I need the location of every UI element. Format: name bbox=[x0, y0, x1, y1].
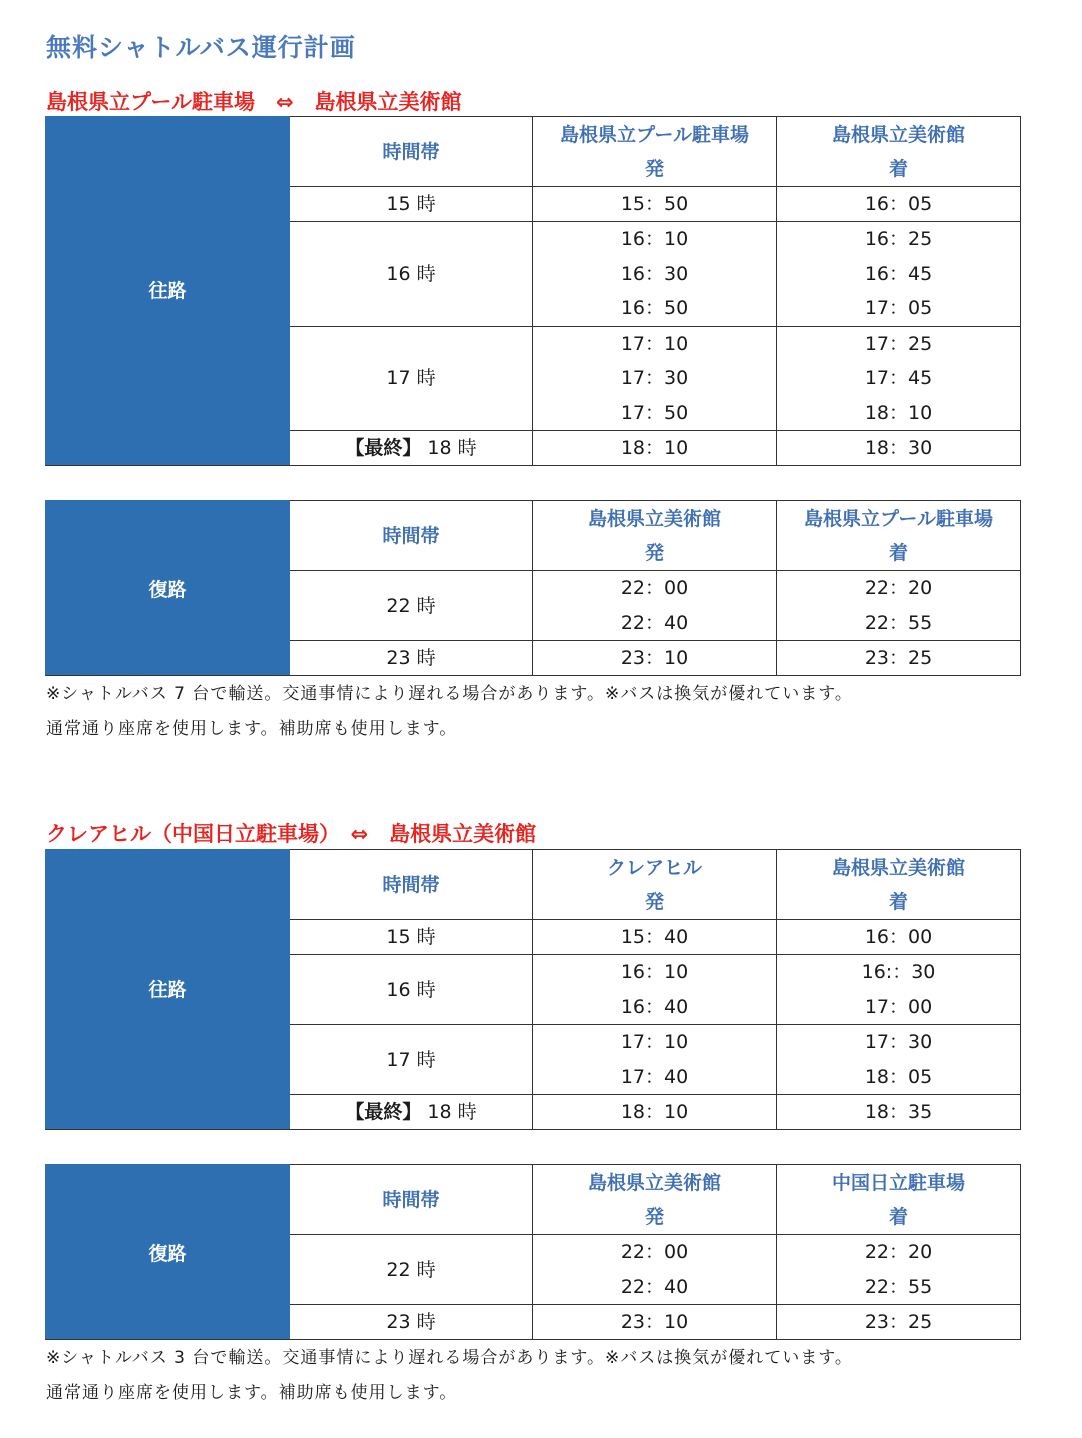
depart-times bbox=[533, 955, 777, 1025]
outbound-label: 往路 bbox=[46, 117, 290, 466]
arrive-time: 16：25 bbox=[864, 228, 933, 250]
depart-time: 17：40 bbox=[620, 1065, 689, 1088]
arrive-time: 18：10 bbox=[864, 401, 933, 424]
depart-time: 17：30 bbox=[620, 367, 689, 389]
arrive-times bbox=[777, 571, 1021, 641]
time-band: 23 時 bbox=[290, 1305, 533, 1340]
return-label: 復路 bbox=[46, 501, 290, 676]
arrive-time: 16：05 bbox=[777, 187, 1021, 222]
time-band bbox=[290, 1095, 533, 1130]
arrive-times bbox=[777, 326, 1021, 431]
depart-time: 22：40 bbox=[620, 611, 689, 634]
arrive-label: 着 bbox=[888, 890, 908, 913]
arrive-time: 18：30 bbox=[777, 431, 1021, 466]
time-band-header: 時間帯 bbox=[290, 850, 533, 920]
arrive-time: 17：30 bbox=[864, 1031, 933, 1053]
arrive-times bbox=[777, 955, 1021, 1025]
route2-outbound-table bbox=[45, 849, 1021, 1130]
arrive-times bbox=[777, 1025, 1021, 1095]
arrive-time: 16:：30 bbox=[861, 961, 936, 983]
depart-station: 島根県立プール駐車場 bbox=[559, 123, 750, 146]
depart-time: 17：10 bbox=[620, 332, 689, 355]
depart-time: 18：10 bbox=[533, 1095, 777, 1130]
route2-note-line1: ※シャトルバス 3 台で輸送。交通事情により遅れる場合があります。※バスは換気が優れています。 bbox=[46, 1348, 853, 1368]
depart-time: 18：10 bbox=[533, 431, 777, 466]
depart-header bbox=[533, 501, 777, 571]
depart-header bbox=[533, 1165, 777, 1235]
arrive-header bbox=[777, 1165, 1021, 1235]
arrive-times bbox=[777, 1235, 1021, 1305]
route1-outbound-table bbox=[45, 116, 1021, 466]
route2-note-line2: 通常通り座席を使用します。補助席も使用します。 bbox=[46, 1383, 458, 1403]
arrive-label: 着 bbox=[888, 1205, 908, 1228]
arrive-time: 17：05 bbox=[864, 297, 933, 319]
arrive-header bbox=[777, 501, 1021, 571]
depart-time: 17：50 bbox=[620, 401, 689, 424]
depart-label: 発 bbox=[644, 157, 664, 180]
depart-times bbox=[533, 1025, 777, 1095]
arrive-station: 島根県立美術館 bbox=[831, 856, 965, 879]
arrive-station: 中国日立駐車場 bbox=[831, 1171, 965, 1194]
depart-label: 発 bbox=[644, 1205, 664, 1228]
last-tag: 【最終】 bbox=[345, 437, 422, 459]
depart-header bbox=[533, 850, 777, 920]
depart-time: 16：40 bbox=[620, 995, 689, 1018]
arrive-time: 17：45 bbox=[864, 367, 933, 389]
depart-time: 16：10 bbox=[620, 228, 689, 250]
route1-return-table bbox=[45, 500, 1021, 676]
time-band: 17 時 bbox=[290, 326, 533, 431]
route1-note-line1: ※シャトルバス 7 台で輸送。交通事情により遅れる場合があります。※バスは換気が優れています。 bbox=[46, 684, 853, 704]
arrive-time: 22：20 bbox=[864, 1241, 933, 1263]
time-band: 15 時 bbox=[290, 187, 533, 222]
arrive-time: 23：25 bbox=[777, 641, 1021, 676]
time-band-value: 18 時 bbox=[427, 1101, 477, 1123]
time-band-value: 18 時 bbox=[427, 437, 477, 459]
depart-times bbox=[533, 326, 777, 431]
time-band: 15 時 bbox=[290, 920, 533, 955]
route1-note-line2: 通常通り座席を使用します。補助席も使用します。 bbox=[46, 719, 458, 739]
depart-header bbox=[533, 117, 777, 187]
depart-time: 22：00 bbox=[620, 577, 689, 599]
arrive-station: 島根県立プール駐車場 bbox=[803, 507, 994, 530]
arrive-label: 着 bbox=[888, 541, 908, 564]
depart-time: 22：00 bbox=[620, 1241, 689, 1263]
depart-time: 16：10 bbox=[620, 961, 689, 983]
arrive-time: 18：35 bbox=[777, 1095, 1021, 1130]
depart-time: 23：10 bbox=[533, 1305, 777, 1340]
depart-label: 発 bbox=[644, 541, 664, 564]
arrive-time: 17：25 bbox=[864, 332, 933, 355]
arrive-time: 16：45 bbox=[864, 262, 933, 285]
time-band-header: 時間帯 bbox=[290, 501, 533, 571]
arrive-times bbox=[777, 222, 1021, 327]
depart-times bbox=[533, 222, 777, 327]
depart-time: 15：50 bbox=[533, 187, 777, 222]
route2-return-table bbox=[45, 1164, 1021, 1340]
depart-label: 発 bbox=[644, 890, 664, 913]
time-band-header: 時間帯 bbox=[290, 117, 533, 187]
last-tag: 【最終】 bbox=[345, 1101, 422, 1123]
outbound-label: 往路 bbox=[46, 850, 290, 1130]
return-label: 復路 bbox=[46, 1165, 290, 1340]
arrive-time: 22：55 bbox=[864, 611, 933, 634]
time-band: 16 時 bbox=[290, 955, 533, 1025]
arrive-header bbox=[777, 850, 1021, 920]
arrive-time: 17：00 bbox=[864, 995, 933, 1018]
route2-heading: クレアヒル（中国日立駐車場） ⇔ 島根県立美術館 bbox=[46, 822, 537, 846]
time-band: 23 時 bbox=[290, 641, 533, 676]
arrive-header bbox=[777, 117, 1021, 187]
route1-heading: 島根県立プール駐車場 ⇔ 島根県立美術館 bbox=[46, 90, 462, 114]
depart-station: 島根県立美術館 bbox=[587, 507, 721, 530]
depart-times bbox=[533, 571, 777, 641]
arrive-label: 着 bbox=[888, 157, 908, 180]
depart-station: 島根県立美術館 bbox=[587, 1171, 721, 1194]
depart-time: 16：30 bbox=[620, 262, 689, 285]
depart-time: 23：10 bbox=[533, 641, 777, 676]
time-band: 17 時 bbox=[290, 1025, 533, 1095]
time-band: 22 時 bbox=[290, 571, 533, 641]
arrive-station: 島根県立美術館 bbox=[831, 123, 965, 146]
arrive-time: 23：25 bbox=[777, 1305, 1021, 1340]
depart-times bbox=[533, 1235, 777, 1305]
arrive-time: 22：20 bbox=[864, 577, 933, 599]
page-title: 無料シャトルバス運行計画 bbox=[46, 33, 356, 62]
depart-time: 22：40 bbox=[620, 1275, 689, 1298]
time-band: 22 時 bbox=[290, 1235, 533, 1305]
arrive-time: 18：05 bbox=[864, 1065, 933, 1088]
depart-time: 17：10 bbox=[620, 1031, 689, 1053]
arrive-time: 16：00 bbox=[777, 920, 1021, 955]
depart-station: クレアヒル bbox=[606, 856, 702, 879]
time-band-header: 時間帯 bbox=[290, 1165, 533, 1235]
time-band bbox=[290, 431, 533, 466]
depart-time: 15：40 bbox=[533, 920, 777, 955]
arrive-time: 22：55 bbox=[864, 1275, 933, 1298]
time-band: 16 時 bbox=[290, 222, 533, 327]
depart-time: 16：50 bbox=[620, 297, 689, 319]
